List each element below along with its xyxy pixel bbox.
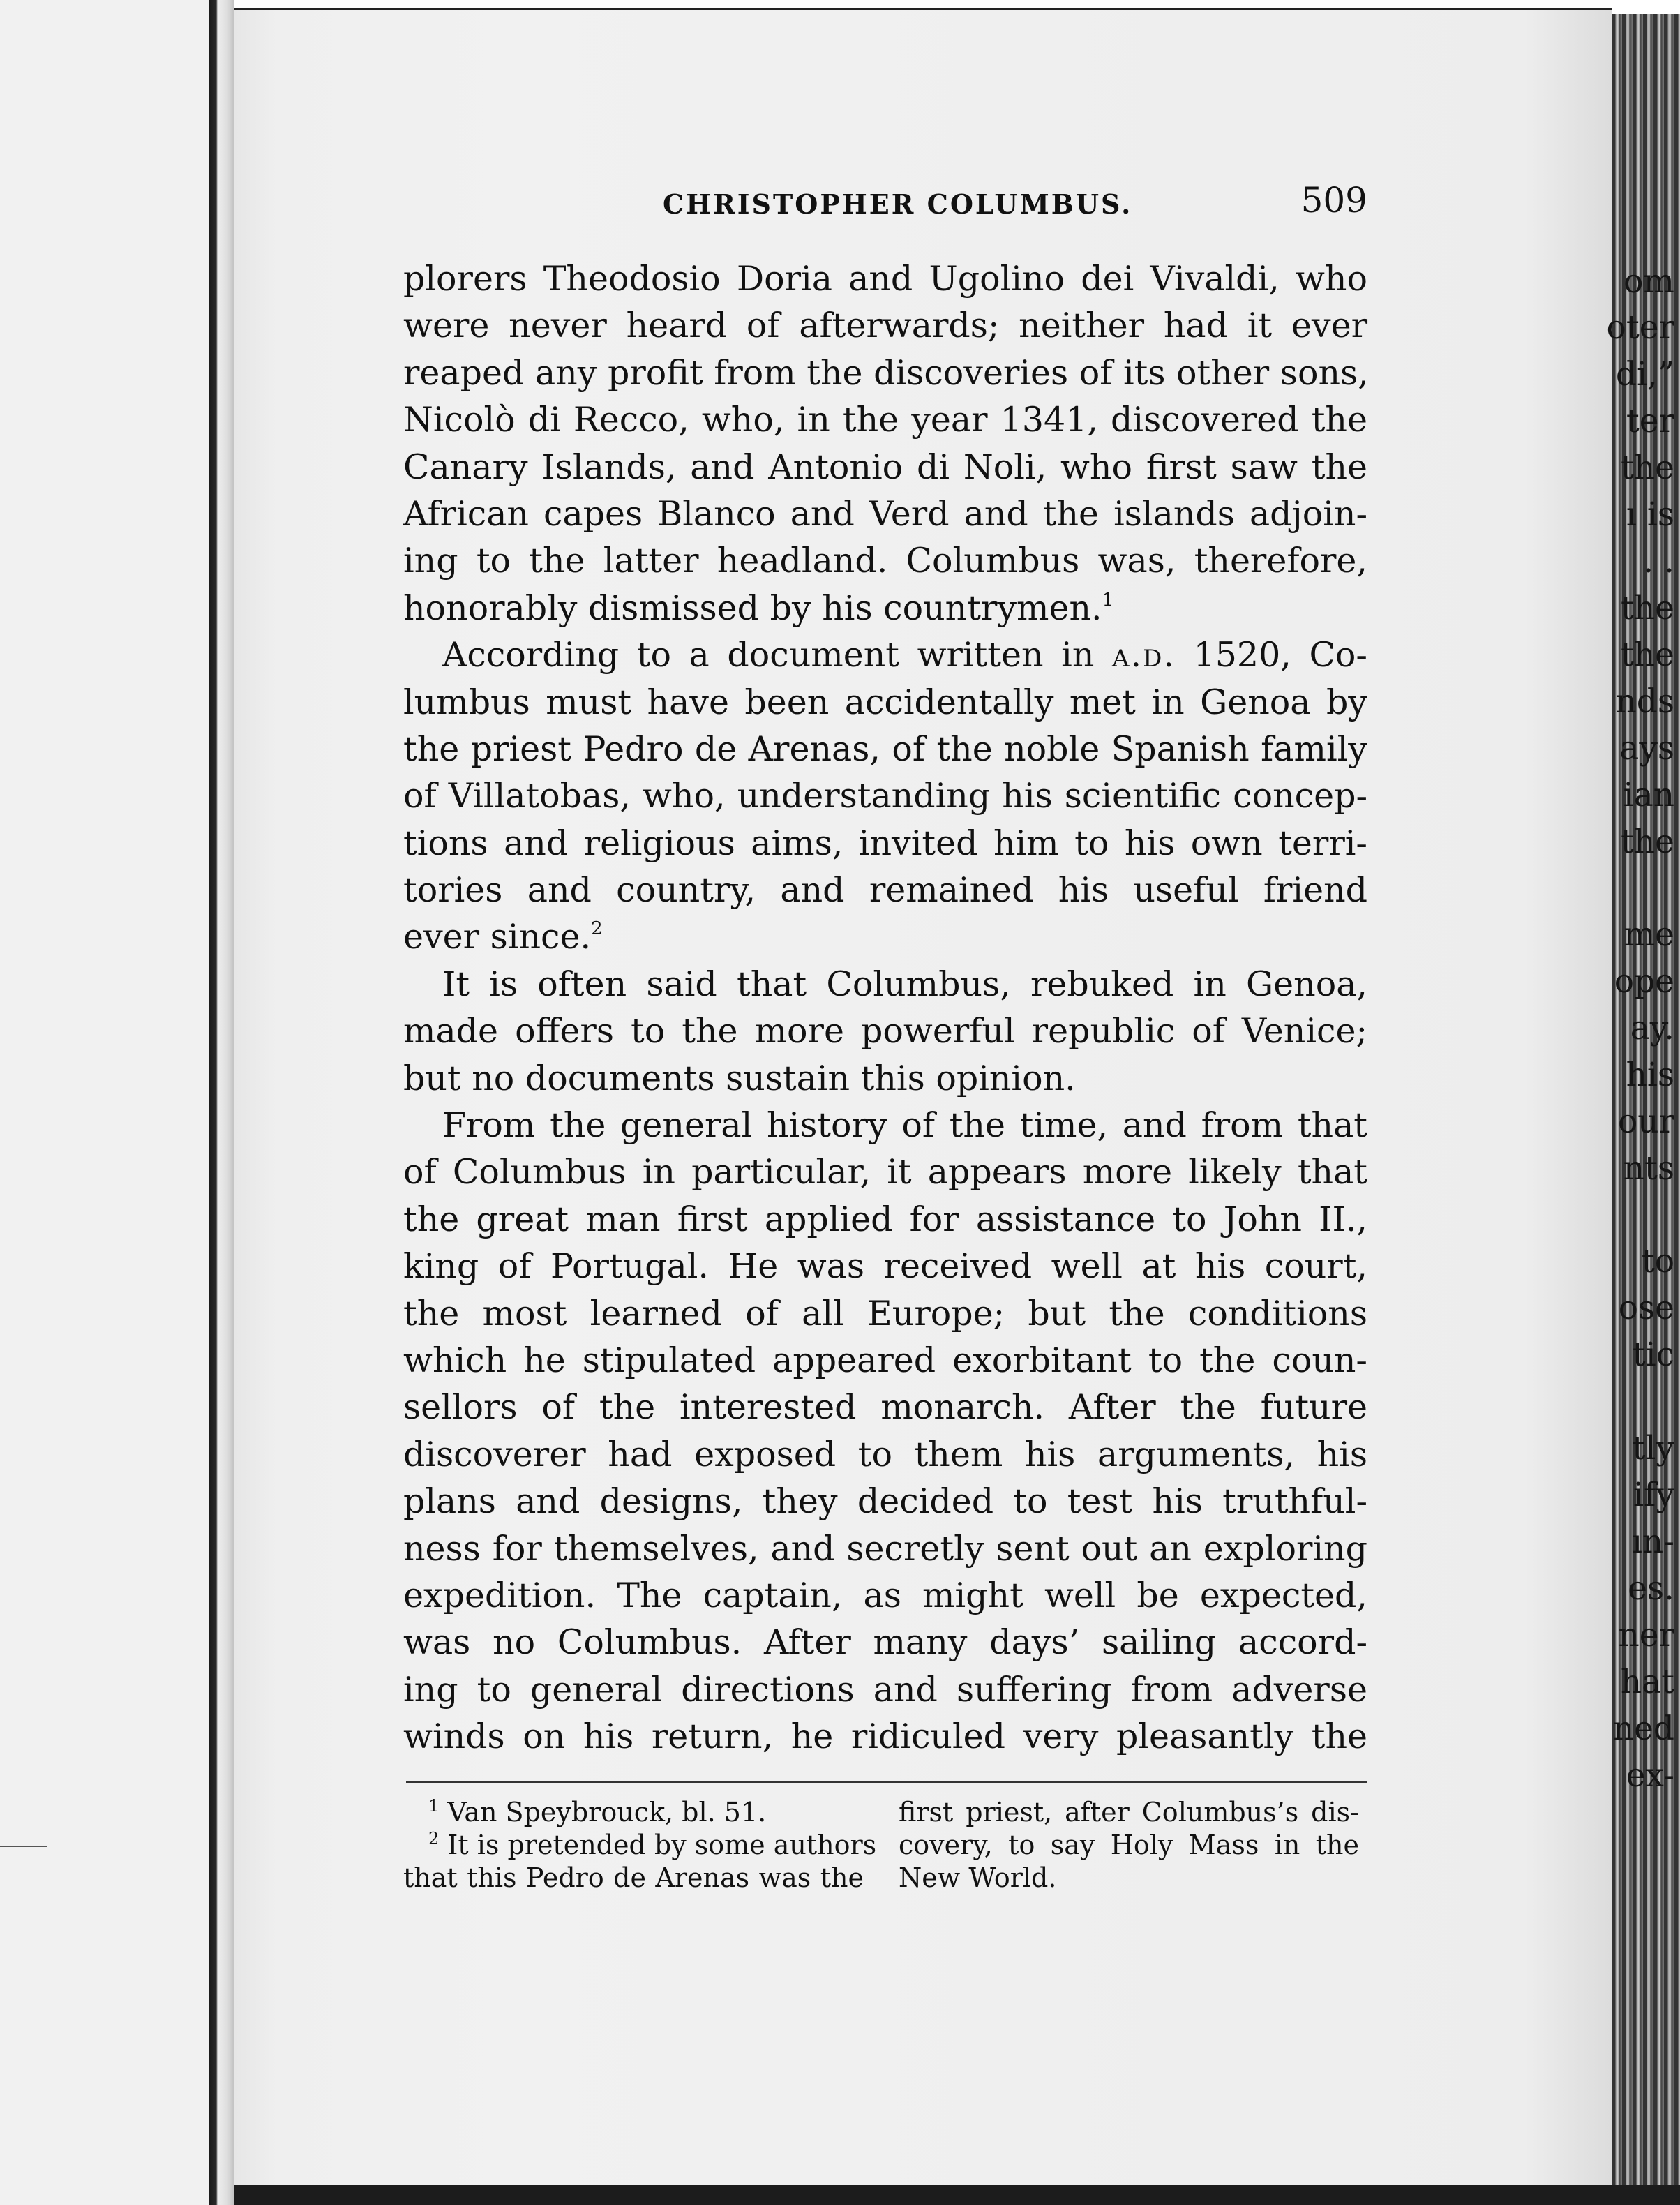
text-line: the priest Pedro de Arenas, of the noble Spanish family	[403, 728, 1367, 769]
footnote-text: Van Speybrouck, bl. 51.	[447, 1797, 767, 1827]
text-line: of Columbus in particular, it appears more likely that	[403, 1152, 1367, 1193]
left-fragment: ify	[1633, 1476, 1674, 1514]
left-fragment: ı is	[1626, 495, 1674, 534]
text-line: of Villatobas, who, understanding his scientific concep-	[403, 776, 1367, 816]
left-fragment: the	[1621, 449, 1674, 487]
text-line: the most learned of all Europe; but the conditions	[403, 1293, 1367, 1333]
left-fragment: ex-	[1626, 1756, 1674, 1795]
text-line: Canary Islands, and Antonio di Noli, who first saw the	[403, 447, 1367, 487]
body-text	[403, 255, 1367, 1761]
left-fragment: our	[1617, 1102, 1674, 1141]
text-line: It is often said that Columbus, rebuked in Genoa,	[442, 964, 1367, 1004]
left-fragment: hat	[1620, 1663, 1674, 1701]
footnote-column-right	[899, 1796, 1359, 1894]
gutter	[209, 0, 234, 2205]
footnote-2	[403, 1829, 877, 1862]
text-line: From the general history of the time, and from that	[442, 1105, 1367, 1146]
text-line: ness for themselves, and secretly sent out an exploring	[403, 1528, 1367, 1569]
footnote-marker: 2	[428, 1829, 440, 1848]
running-head-title: CHRISTOPHER COLUMBUS.	[663, 188, 1133, 220]
text-line: the great man first applied for assistance to John II.,	[403, 1199, 1367, 1239]
text-line	[403, 631, 1367, 678]
footnote-marker: 1	[428, 1796, 440, 1816]
footnote-line: first priest, after Columbus’s dis-	[899, 1797, 1359, 1827]
text-line	[403, 913, 1367, 960]
bottom-edge	[234, 2185, 1680, 2205]
left-fragment: the	[1621, 589, 1674, 627]
left-fragment: the	[1621, 636, 1674, 674]
text-line: king of Portugal. He was received well at his court,	[403, 1246, 1367, 1287]
text-line: winds on his return, he ridiculed very pleasantly the	[403, 1717, 1367, 1757]
footnote-line: that this Pedro de Arenas was the	[403, 1862, 864, 1893]
text-line: was no Columbus. After many days’ sailing accord-	[403, 1622, 1367, 1663]
page-number: 509	[1300, 180, 1367, 221]
left-fragment: ian	[1623, 776, 1674, 814]
left-fragment: ter	[1626, 402, 1674, 440]
footnote-column-left	[403, 1796, 877, 1894]
era-abbreviation: a.d.	[1111, 635, 1176, 675]
footnote-line: covery, to say Holy Mass in the	[899, 1830, 1359, 1860]
left-fragment: ned	[1612, 1710, 1674, 1748]
text-line: were never heard of afterwards; neither had it ever	[403, 306, 1367, 346]
text-fragment: ever since.	[403, 917, 592, 957]
left-fragment: es.	[1628, 1569, 1674, 1608]
left-fragment: ın-	[1631, 1523, 1674, 1561]
left-fragment: to	[1641, 1242, 1674, 1280]
footnote-1	[403, 1796, 864, 1829]
text-line	[403, 585, 1367, 631]
running-head	[405, 180, 1367, 222]
text-line: African capes Blanco and Verd and the islands adjoin-	[403, 493, 1367, 534]
left-fragment: ope	[1614, 962, 1674, 1001]
text-line: Nicolò di Recco, who, in the year 1341, discovered the	[403, 400, 1367, 440]
left-fragment: tly	[1632, 1429, 1674, 1467]
left-fragment: ner	[1618, 1616, 1674, 1654]
text-line: ing to the latter headland. Columbus was, therefore,	[403, 541, 1367, 581]
text-line: plorers Theodosio Doria and Ugolino dei Vivaldi, who	[403, 259, 1367, 299]
left-fragment: di,”	[1615, 355, 1674, 394]
left-page	[0, 0, 209, 2205]
text-line: which he stipulated appeared exorbitant to the coun-	[403, 1340, 1367, 1380]
left-fragment: ose	[1618, 1289, 1674, 1327]
left-fragment: ays	[1619, 729, 1674, 768]
text-line: discoverer had exposed to them his arguments, his	[403, 1434, 1367, 1474]
left-fragment: oter	[1606, 308, 1674, 347]
text-line: made offers to the more powerful republic of Venice;	[403, 1011, 1367, 1052]
text-line: plans and designs, they decided to test his truthful-	[403, 1481, 1367, 1522]
text-fragment: 1520, Co-	[1193, 635, 1367, 675]
text-fragment: According to a document written in	[442, 635, 1095, 675]
left-fragment: tic	[1632, 1336, 1674, 1374]
text-line: lumbus must have been accidentally met in Genoa by	[403, 682, 1367, 722]
text-line: tions and religious aims, invited him to his own terri-	[403, 823, 1367, 863]
text-line: expedition. The captain, as might well be expected,	[403, 1575, 1367, 1615]
footnote-ref: 1	[1102, 589, 1114, 611]
left-fragment: me	[1623, 915, 1674, 954]
left-fragment: ay.	[1630, 1009, 1674, 1047]
left-fragment: his	[1626, 1056, 1674, 1094]
footnote-ref: 2	[591, 918, 603, 940]
text-line: sellors of the interested monarch. After the future	[403, 1387, 1367, 1428]
text-line: tories and country, and remained his useful friend	[403, 870, 1367, 911]
left-fragment: . .	[1643, 542, 1674, 581]
text-line: but no documents sustain this opinion.	[403, 1058, 1076, 1098]
left-footnote-rule	[0, 1846, 47, 1847]
left-fragment: nts	[1623, 1149, 1674, 1188]
left-fragment: nds	[1615, 682, 1674, 721]
footnote-line: New World.	[899, 1862, 1057, 1893]
footnote-rule	[406, 1781, 1367, 1783]
left-fragment: om	[1623, 262, 1674, 301]
text-line: ing to general directions and suffering from adverse	[403, 1669, 1367, 1710]
text-fragment: honorably dismissed by his countrymen.	[403, 588, 1102, 628]
text-line: reaped any profit from the discoveries of its other sons,	[403, 352, 1369, 393]
left-fragment: the	[1621, 823, 1674, 861]
footnote-text: It is pretended by some authors	[447, 1830, 877, 1860]
